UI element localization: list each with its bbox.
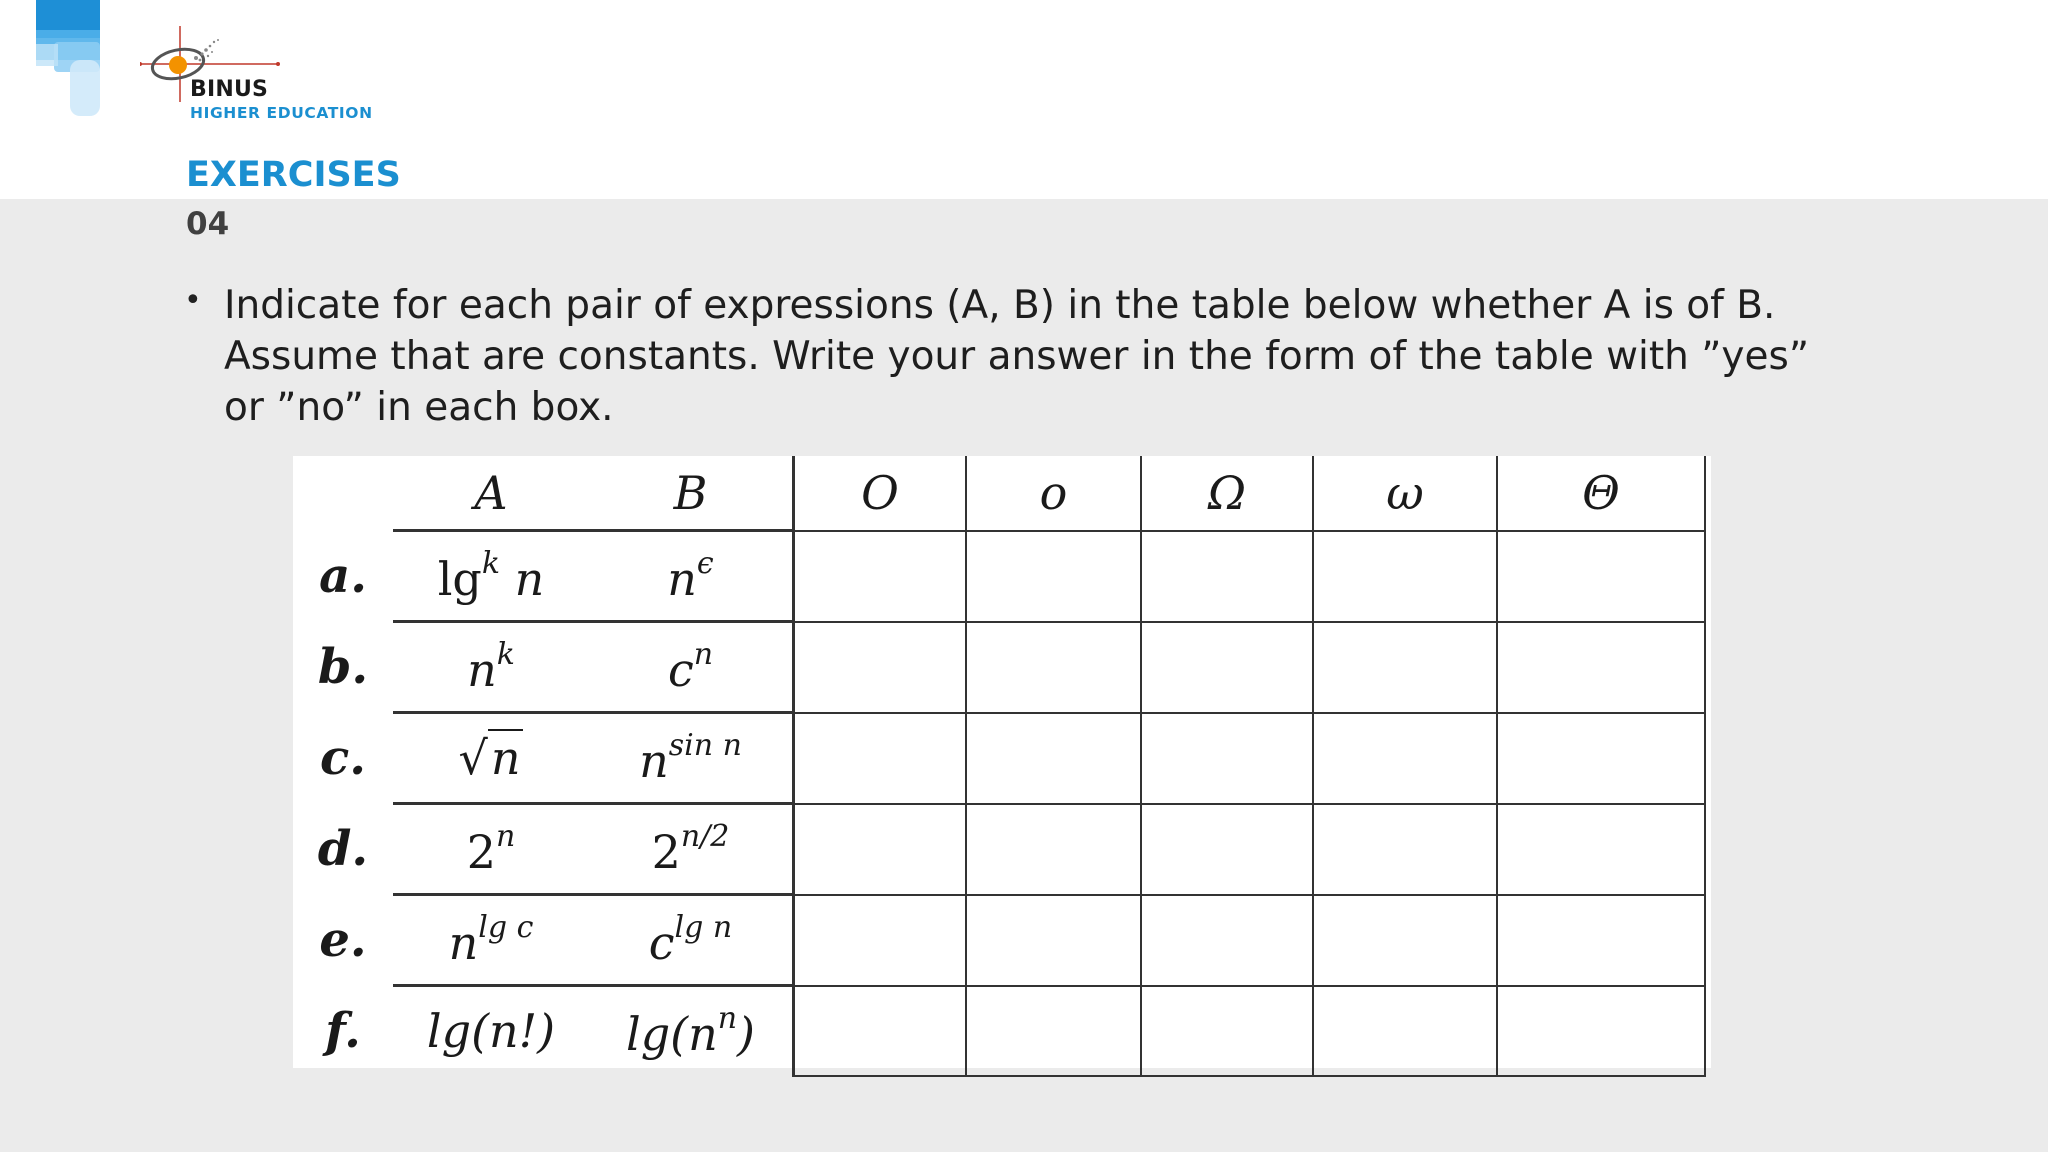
answer-cell[interactable] [966, 895, 1141, 986]
answer-cell[interactable] [794, 804, 967, 895]
brand-name: BINUS [190, 77, 269, 102]
row-label: d. [317, 821, 369, 877]
answer-cell[interactable] [1497, 804, 1705, 895]
answer-cell[interactable] [966, 713, 1141, 804]
answer-cell[interactable] [1141, 986, 1313, 1076]
instruction-line: Indicate for each pair of expressions (A, B) in the table below whether A is of B. [224, 283, 1776, 328]
row-label: f. [325, 1002, 361, 1059]
expr-b: $n^{sin n}$ [589, 713, 794, 804]
answer-cell[interactable] [1497, 895, 1705, 986]
row-label: a. [319, 548, 367, 604]
answer-cell[interactable] [794, 622, 967, 713]
answer-cell[interactable] [966, 622, 1141, 713]
table-row [293, 895, 1705, 986]
answer-cell[interactable] [1141, 622, 1313, 713]
answer-cell[interactable] [1313, 531, 1497, 622]
answer-cell[interactable] [1313, 986, 1497, 1076]
expr-b: $2^{n/2}$ [589, 804, 794, 895]
expr-b: $\lg(n^n)$ [589, 986, 794, 1076]
answer-cell[interactable] [966, 531, 1141, 622]
row-label: b. [317, 639, 369, 695]
table-header-row [293, 456, 1705, 531]
header-theta: Θ [1497, 456, 1705, 531]
expr-a: 2$^n$ [393, 804, 589, 895]
decorative-blocks [36, 0, 102, 118]
table-row [293, 531, 1705, 622]
corner-cell [293, 456, 393, 531]
instruction-text [224, 280, 1864, 433]
answer-cell[interactable] [1141, 531, 1313, 622]
asymptotic-table [293, 456, 1706, 1077]
answer-cell[interactable] [1141, 804, 1313, 895]
exercise-table-image [293, 456, 1711, 1068]
header-little-o: o [966, 456, 1141, 531]
header-little-omega: ω [1313, 456, 1497, 531]
answer-cell[interactable] [794, 713, 967, 804]
answer-cell[interactable] [1497, 713, 1705, 804]
answer-cell[interactable] [1141, 713, 1313, 804]
answer-cell[interactable] [966, 986, 1141, 1076]
header-big-o: O [794, 456, 967, 531]
answer-cell[interactable] [966, 804, 1141, 895]
instruction-line: Assume that are constants. Write your answer in the form of the table with ”yes” [224, 334, 1810, 379]
row-label: c. [320, 730, 366, 786]
row-label: e. [319, 912, 367, 968]
table-row [293, 622, 1705, 713]
answer-cell[interactable] [794, 986, 967, 1076]
expr-a-sqrt: √n [393, 713, 589, 804]
table-row [293, 986, 1705, 1076]
table-row [293, 804, 1705, 895]
slide-title: EXERCISES [186, 155, 401, 195]
answer-cell[interactable] [1313, 895, 1497, 986]
answer-cell[interactable] [1313, 622, 1497, 713]
expr-b: $n^\epsilon$ [589, 531, 794, 622]
slide-number: 04 [186, 206, 230, 242]
expr-a: $n^{lg c}$ [393, 895, 589, 986]
answer-cell[interactable] [794, 895, 967, 986]
header-big-omega: Ω [1141, 456, 1313, 531]
answer-cell[interactable] [1497, 531, 1705, 622]
expr-a: lg(n!) [393, 986, 589, 1076]
instruction-line: or ”no” in each box. [224, 385, 614, 430]
expr-b: $c^{lg n}$ [589, 895, 794, 986]
answer-cell[interactable] [1141, 895, 1313, 986]
expr-b: $c^n$ [589, 622, 794, 713]
answer-cell[interactable] [1497, 986, 1705, 1076]
expr-a: $n^k$ [393, 622, 589, 713]
answer-cell[interactable] [1313, 713, 1497, 804]
header-a: A [393, 456, 589, 531]
brand-tagline: HIGHER EDUCATION [190, 104, 373, 122]
expr-a: $\lg^k n$ [393, 531, 589, 622]
bullet-icon: • [184, 283, 202, 318]
header-b: B [589, 456, 794, 531]
answer-cell[interactable] [1497, 622, 1705, 713]
table-row [293, 713, 1705, 804]
answer-cell[interactable] [1313, 804, 1497, 895]
answer-cell[interactable] [794, 531, 967, 622]
